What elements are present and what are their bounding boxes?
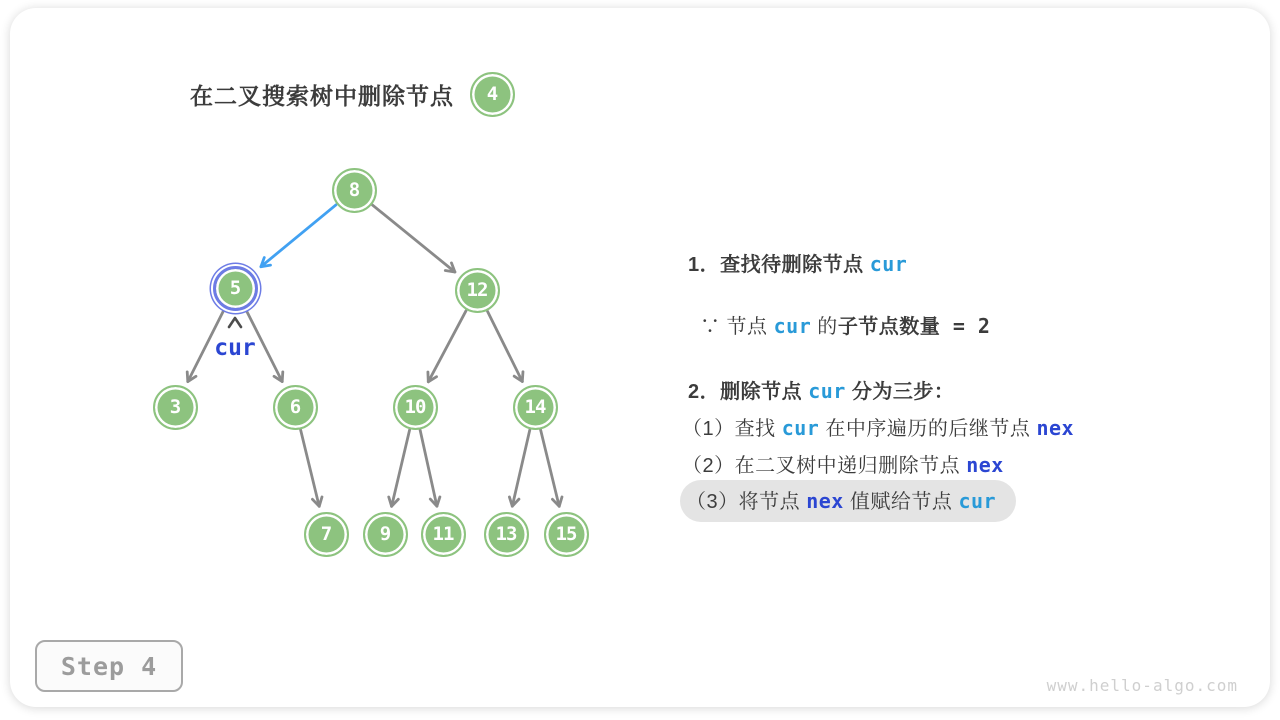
tree-edge-10-11 — [420, 430, 437, 506]
panel-line — [688, 376, 954, 407]
tree-node-12 — [455, 268, 500, 313]
panel-line — [688, 249, 907, 280]
pointer-label-cur: cur — [214, 335, 256, 361]
text-segment: 子节点数量 — [837, 316, 941, 338]
tree-node-5 — [213, 266, 258, 311]
tree-node-11 — [421, 512, 466, 557]
tree-node-13 — [484, 512, 529, 557]
tree-node-6 — [273, 385, 318, 430]
panel-line — [700, 311, 990, 342]
watermark: www.hello-algo.com — [1046, 676, 1238, 695]
tree-node-value: 8 — [348, 179, 360, 201]
code-token: cur — [808, 379, 846, 403]
text-segment: 分为三步： — [845, 381, 955, 403]
tree-edge-14-13 — [512, 430, 530, 506]
tree-node-value: 9 — [379, 523, 391, 545]
text-segment: （3）将节点 — [686, 491, 807, 513]
tree-edge-14-15 — [541, 430, 560, 507]
tree-node-value: 10 — [404, 396, 426, 418]
code-token: nex — [966, 453, 1004, 477]
step-number-badge: 4 — [470, 72, 515, 117]
tree-node-value: 3 — [169, 396, 181, 418]
panel-line — [682, 413, 1074, 444]
pointer-caret-icon — [229, 318, 241, 327]
tree-node-value: 15 — [555, 523, 577, 545]
tree-edge-10-9 — [392, 430, 410, 506]
tree-node-15 — [544, 512, 589, 557]
tree-node-14 — [513, 385, 558, 430]
tree-node-value: 5 — [229, 277, 241, 299]
tree-node-8 — [332, 168, 377, 213]
panel-line — [682, 450, 1004, 481]
tree-node-value: 7 — [320, 523, 332, 545]
panel-line-highlighted — [680, 480, 1016, 522]
text-segment: （2）在二叉树中递归删除节点 — [682, 455, 967, 477]
tree-node-7 — [304, 512, 349, 557]
code-token: nex — [1036, 416, 1075, 440]
tree-node-value: 13 — [495, 523, 517, 545]
tree-node-9 — [363, 512, 408, 557]
code-token: cur — [773, 314, 812, 338]
tree-node-value: 6 — [289, 396, 301, 418]
tree-node-value: 14 — [524, 396, 546, 418]
tree-edge-8-5 — [261, 205, 336, 267]
title-row — [190, 71, 515, 117]
text-segment: 1．查找待删除节点 — [688, 254, 870, 276]
tree-node-3 — [153, 385, 198, 430]
text-segment: 值赋给节点 — [843, 491, 959, 513]
tree-edge-12-14 — [487, 311, 522, 381]
tree-node-10 — [393, 385, 438, 430]
code-token: = 2 — [940, 314, 991, 338]
tree-edge-6-7 — [301, 430, 320, 507]
tree-edge-8-12 — [372, 205, 455, 272]
code-token: cur — [869, 252, 908, 276]
text-segment: （1）查找 — [682, 418, 782, 440]
page-title: 在二叉搜索树中删除节点 — [190, 82, 454, 109]
step-indicator — [35, 640, 183, 692]
tree-node-value: 12 — [466, 279, 488, 301]
tree-node-value: 11 — [432, 523, 454, 545]
text-segment: ∵ 节点 — [700, 316, 774, 338]
text-segment: 2．删除节点 — [688, 381, 809, 403]
code-token: cur — [781, 416, 820, 440]
text-segment: 在中序遍历的后继节点 — [819, 418, 1037, 440]
step-indicator-label: Step 4 — [60, 651, 158, 681]
text-segment: 的 — [811, 316, 838, 338]
tree-edge-12-10 — [428, 311, 466, 382]
code-token: nex — [806, 489, 844, 513]
code-token: cur — [958, 489, 997, 513]
